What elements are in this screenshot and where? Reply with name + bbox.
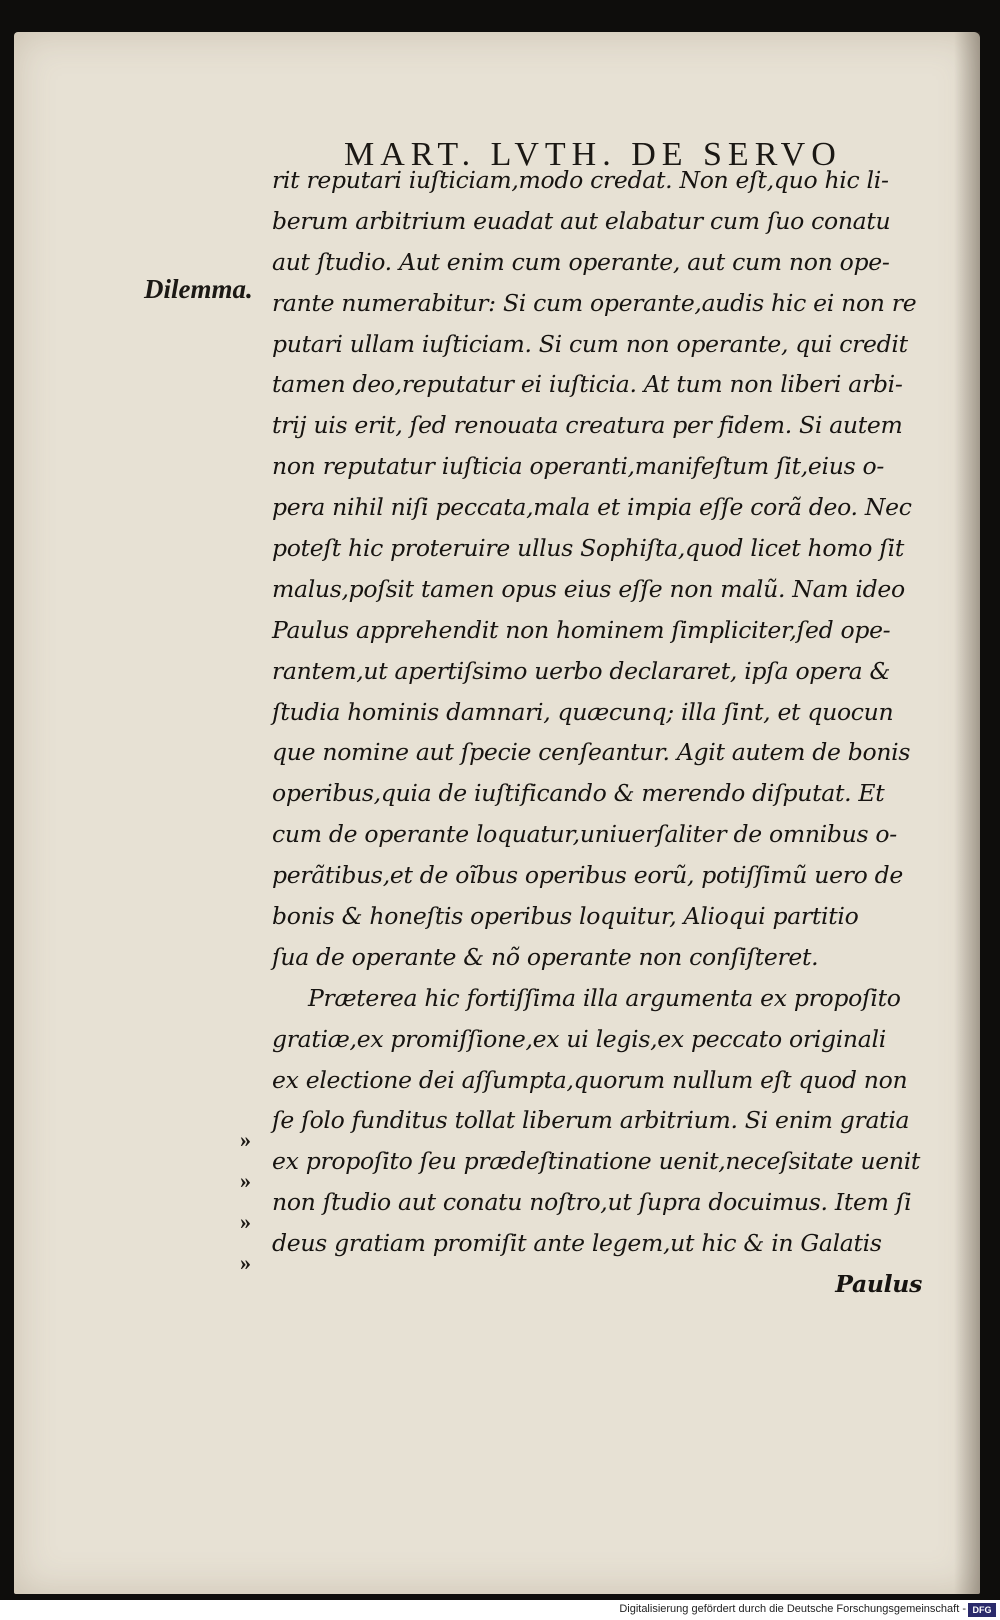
text-line: ex propoſito ſeu prædeſtinatione uenit,neceſsitate uenit bbox=[272, 1147, 921, 1176]
text-line: operibus,quia de iuſtificando & merendo diſputat. Et bbox=[272, 779, 885, 808]
text-line: ſtudia hominis damnari, quæcunq; illa ſint, et quocun bbox=[272, 697, 894, 726]
text-line: deus gratiam promiſit ante legem,ut hic & in Galatis bbox=[272, 1229, 882, 1258]
text-line: berum arbitrium euadat aut elabatur cum ſuo conatu bbox=[272, 206, 891, 235]
quotation-marks bbox=[240, 1120, 270, 1284]
text-line: Paulus apprehendit non hominem ſimpliciter,ſed ope- bbox=[272, 615, 891, 644]
text-line-indented: Præterea hic fortiſſima illa argumenta ex propoſito bbox=[308, 983, 901, 1012]
catchword: Paulus bbox=[835, 1270, 922, 1299]
text-line: ex electione dei aſſumpta,quorum nullum eſt quod non bbox=[272, 1065, 908, 1094]
text-line: bonis & honeſtis operibus loquitur, Alioqui partitio bbox=[272, 902, 859, 931]
quote-mark: » bbox=[240, 1167, 251, 1193]
text-line: non ſtudio aut conatu noſtro,ut ſupra docuimus. Item ſi bbox=[272, 1188, 912, 1217]
text-line: non reputatur iuſticia operanti,manifeſtum ſit,eius o- bbox=[272, 452, 885, 481]
footer-bar bbox=[0, 1600, 1000, 1620]
text-line: pera nihil niſi peccata,mala et impia eſſe corã deo. Nec bbox=[272, 493, 912, 522]
text-line: rit reputari iuſticiam,modo credat. Non eſt,quo hic li- bbox=[272, 166, 889, 194]
text-line: gratiæ,ex promiſſione,ex ui legis,ex peccato originali bbox=[272, 1024, 886, 1053]
text-line: tamen deo,reputatur ei iuſticia. At tum non liberi arbi- bbox=[272, 370, 903, 399]
text-line: malus,poſsit tamen opus eius eſſe non malũ. Nam ideo bbox=[272, 574, 905, 603]
text-line: poteſt hic proteruire ullus Sophiſta,quod licet homo ſit bbox=[272, 534, 904, 563]
text-line: rantem,ut apertiſsimo uerbo declararet, ipſa opera & bbox=[272, 656, 891, 685]
dfg-logo[interactable]: DFG bbox=[968, 1603, 996, 1617]
quote-mark: » bbox=[240, 1208, 251, 1234]
running-header: MART. LVTH. DE SERVO bbox=[344, 136, 842, 173]
text-line: ſua de operante & nõ operante non conſiſteret. bbox=[272, 942, 819, 971]
text-line: perãtibus,et de oĩbus operibus eorũ, potiſſimũ uero de bbox=[272, 861, 903, 890]
text-line: putari ullam iuſticiam. Si cum non operante, qui credit bbox=[272, 329, 908, 358]
margin-note: Dilemma. bbox=[144, 274, 253, 304]
quote-mark: » bbox=[240, 1249, 251, 1275]
text-line: cum de operante loquatur,uniuerſaliter de omnibus o- bbox=[272, 820, 897, 849]
text-line: trij uis erit, ſed renouata creatura per fidem. Si autem bbox=[272, 411, 903, 440]
body-text bbox=[272, 160, 932, 1305]
text-line: aut ſtudio. Aut enim cum operante, aut cum non ope- bbox=[272, 247, 890, 276]
quote-mark: » bbox=[240, 1127, 251, 1152]
text-line: ſe ſolo funditus tollat liberum arbitrium. Si enim gratia bbox=[272, 1106, 910, 1135]
text-line: que nomine aut ſpecie cenſeantur. Agit autem de bonis bbox=[272, 738, 911, 767]
text-line: rante numerabitur: Si cum operante,audis hic ei non re bbox=[272, 288, 917, 317]
funding-credit: Digitalisierung gefördert durch die Deutsche Forschungsgemeinschaft - bbox=[619, 1603, 966, 1615]
